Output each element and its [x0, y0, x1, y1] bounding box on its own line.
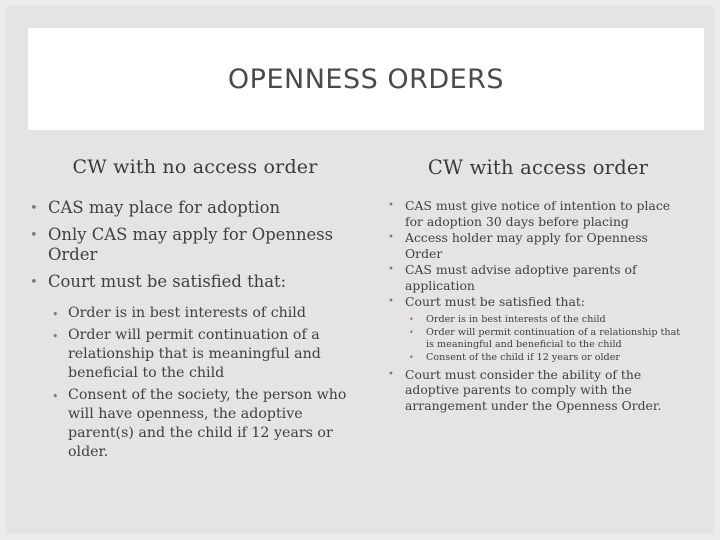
sub-list-item: [409, 314, 688, 326]
left-column: [30, 156, 360, 469]
list-item-text: Only CAS may apply for Openness Order: [48, 225, 334, 264]
list-item: [388, 230, 688, 261]
list-item-text: CAS may place for adoption: [48, 198, 281, 217]
left-sub-list: [52, 304, 360, 462]
sub-list-item-text: Order will permit continuation of a relationship that is meaningful and beneficial to the child: [68, 327, 321, 381]
list-item: [30, 225, 360, 265]
sub-list-item: [52, 386, 360, 462]
sub-list-item: [52, 326, 360, 383]
bullet-icon: •: [388, 264, 394, 275]
right-bullet-list: [388, 198, 688, 413]
bullet-icon: •: [388, 232, 394, 243]
bullet-icon: •: [30, 275, 38, 290]
title-box: [28, 28, 704, 130]
bullet-icon: •: [409, 328, 414, 337]
list-item-text: CAS must give notice of intention to place for adoption 30 days before placing: [405, 198, 671, 229]
bullet-icon: •: [30, 228, 38, 243]
bullet-icon: •: [388, 368, 394, 380]
sub-list-item-text: Order is in best interests of child: [68, 305, 306, 321]
list-item: [30, 272, 360, 462]
list-item-text: Court must be satisfied that:: [48, 272, 287, 291]
slide: [6, 6, 714, 534]
bullet-icon: •: [388, 296, 394, 307]
list-item: [388, 294, 688, 364]
list-item-text: Access holder may apply for Openness Order: [405, 230, 648, 261]
sub-list-item: [409, 352, 688, 364]
right-column-heading: CW with access order: [427, 156, 649, 179]
list-item: [30, 198, 360, 218]
bullet-icon: •: [388, 200, 394, 211]
right-column: [388, 156, 688, 414]
list-item: [388, 198, 688, 229]
sub-list-item-text: Order will permit continuation of a relationship that is meaningful and beneficial to the child: [426, 327, 681, 350]
bullet-icon: •: [52, 308, 59, 321]
sub-list-item: [409, 327, 688, 350]
sub-list-item-text: Order is in best interests of the child: [426, 313, 606, 325]
list-item-text: CAS must advise adoptive parents of application: [405, 262, 637, 293]
list-item-text: Court must consider the ability of the adoptive parents to comply with the arrangement under the Openness Order.: [405, 366, 662, 413]
sub-list-item: [52, 304, 360, 323]
bullet-icon: •: [409, 314, 414, 324]
list-item-text: Court must be satisfied that:: [405, 294, 585, 309]
bullet-icon: •: [409, 353, 414, 362]
list-item: [388, 262, 688, 293]
right-sub-list: [409, 314, 688, 364]
bullet-icon: •: [52, 330, 59, 343]
list-item: [388, 367, 688, 414]
left-bullet-list: [30, 198, 360, 462]
bullet-icon: •: [52, 390, 59, 403]
sub-list-item-text: Consent of the society, the person who will have openness, the adoptive parent(s) and the child if 12 years or older.: [68, 387, 347, 460]
left-column-heading: CW with no access order: [72, 156, 318, 178]
bullet-icon: •: [30, 201, 38, 216]
sub-list-item-text: Consent of the child if 12 years or older: [426, 352, 620, 363]
slide-title: OPENNESS ORDERS: [227, 63, 505, 95]
